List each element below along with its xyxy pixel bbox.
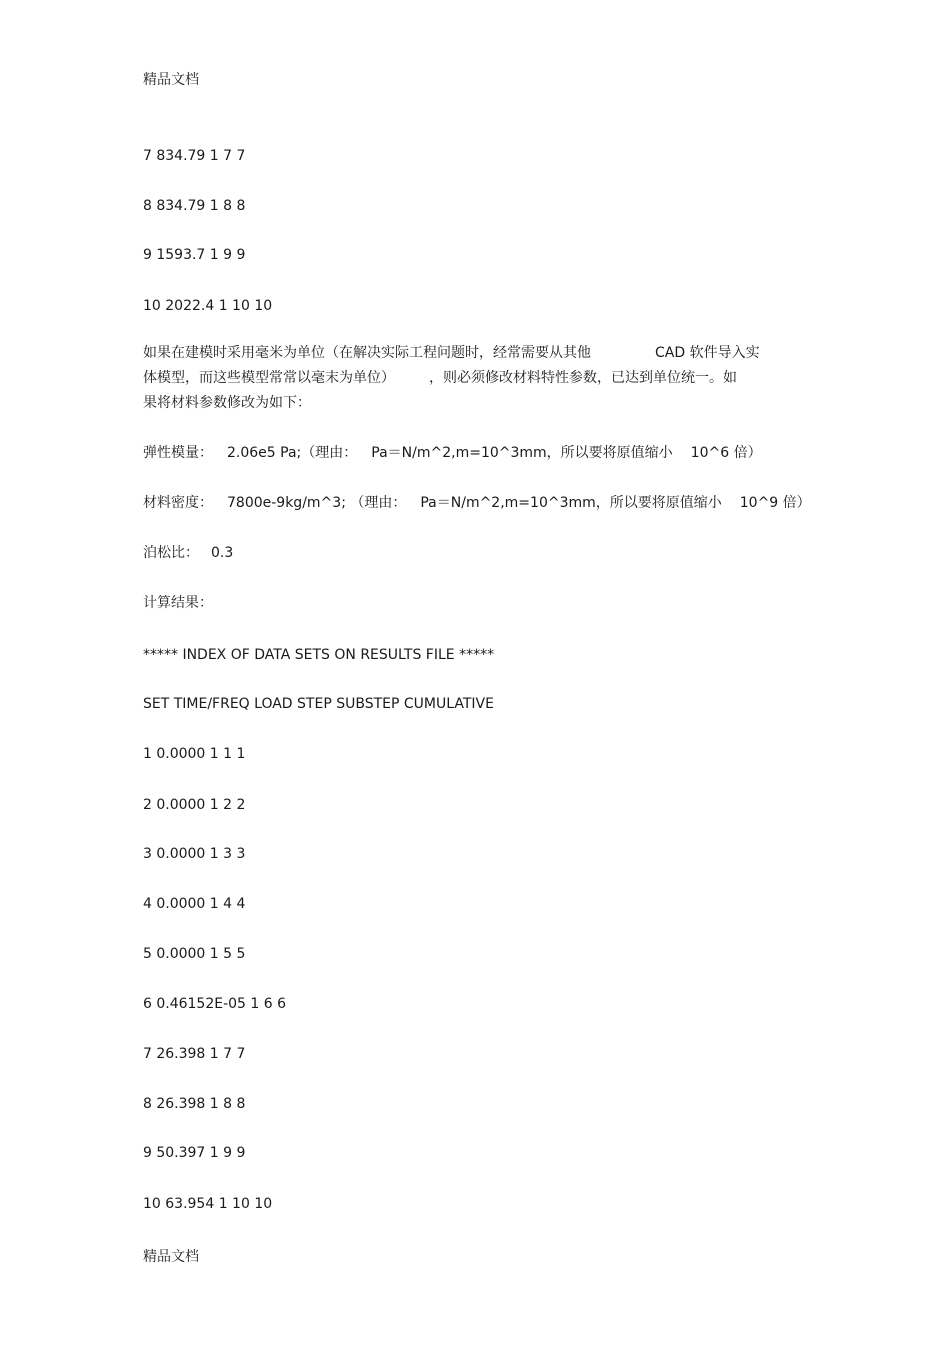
page-footer: 精品文档	[143, 1249, 199, 1265]
elastic-factor: 10^6 倍）	[690, 445, 762, 461]
result-row: 4 0.0000 1 4 4	[143, 896, 246, 912]
result-row: 8 834.79 1 8 8	[143, 198, 246, 214]
result-row: 6 0.46152E-05 1 6 6	[143, 996, 287, 1012]
elastic-value: 2.06e5 Pa;（理由：	[227, 445, 358, 461]
density-value: 7800e-9kg/m^3; （理由：	[227, 495, 407, 511]
result-row: 7 834.79 1 7 7	[143, 148, 246, 164]
result-row: 2 0.0000 1 2 2	[143, 797, 246, 813]
poisson-label: 泊松比：	[143, 545, 199, 561]
paragraph-text: ，则必须修改材料特性参数，已达到单位统一。如	[429, 370, 737, 386]
paragraph-text: 体模型，而这些模型常常以毫末为单位）	[143, 370, 395, 386]
result-row: 10 63.954 1 10 10	[143, 1196, 273, 1212]
paragraph-line-1	[143, 343, 760, 363]
table-header: SET TIME/FREQ LOAD STEP SUBSTEP CUMULATIVE	[143, 696, 494, 712]
paragraph-text: 如果在建模时采用毫米为单位（在解决实际工程问题时，经常需要从其他	[143, 345, 591, 361]
poisson-line	[143, 543, 233, 563]
result-row: 5 0.0000 1 5 5	[143, 946, 246, 962]
density-label: 材料密度：	[143, 495, 213, 511]
result-row: 9 1593.7 1 9 9	[143, 247, 246, 263]
poisson-value: 0.3	[211, 545, 234, 561]
density-line	[143, 493, 811, 513]
result-row: 3 0.0000 1 3 3	[143, 846, 246, 862]
results-label: 计算结果：	[143, 595, 213, 611]
density-factor: 10^9 倍）	[739, 495, 811, 511]
elastic-reason: Pa＝N/m^2,m=10^3mm，所以要将原值缩小	[371, 445, 673, 461]
paragraph-text: CAD 软件导入实	[655, 345, 760, 361]
index-title: ***** INDEX OF DATA SETS ON RESULTS FILE *****	[143, 647, 495, 663]
elastic-modulus-line	[143, 443, 762, 463]
paragraph-line-2	[143, 368, 737, 388]
result-row: 7 26.398 1 7 7	[143, 1046, 246, 1062]
result-row: 9 50.397 1 9 9	[143, 1145, 246, 1161]
result-row: 8 26.398 1 8 8	[143, 1096, 246, 1112]
page-header: 精品文档	[143, 72, 199, 88]
elastic-label: 弹性模量：	[143, 445, 213, 461]
density-reason: Pa＝N/m^2,m=10^3mm，所以要将原值缩小	[420, 495, 722, 511]
paragraph-line-3: 果将材料参数修改为如下：	[143, 395, 311, 411]
result-row: 1 0.0000 1 1 1	[143, 746, 246, 762]
result-row: 10 2022.4 1 10 10	[143, 298, 273, 314]
